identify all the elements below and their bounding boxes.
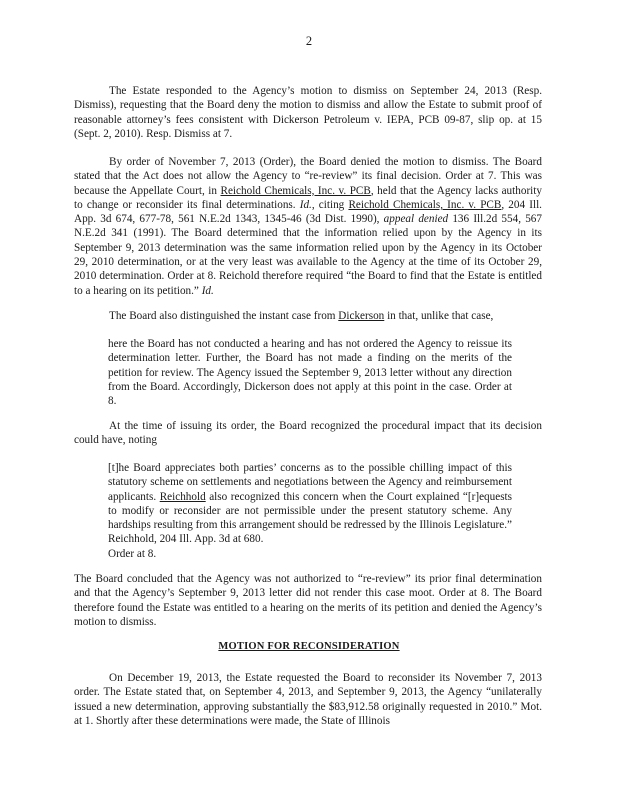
page-number: 2 <box>305 34 313 48</box>
block-quote-reichhold <box>108 461 512 561</box>
text-run: also recognized this concern when the Court explained “[r]equests to modify or reconsider are not permissible under the present statutory scheme. Any hardships resulting from this arrangement should be redressed by the Illinois Legislature.” Reichhold, 204 Ill. App. 3d at 680. <box>108 490 513 546</box>
text-run: , citing <box>311 198 349 211</box>
block-quote-order: here the Board has not conducted a hearing and has not ordered the Agency to reissue its determination letter. Further, the Board has not made a finding on the merits of the petition for review. The Agency issued the September 9, 2013 letter without any direction from the Board. Accordingly, Dickerson does not apply at this point in the case. Order at 8. <box>108 338 512 408</box>
id-citation: Id. <box>299 198 312 211</box>
paragraph-board-order <box>74 155 542 298</box>
text-run: in that, unlike that case, <box>384 310 494 322</box>
order-citation: Order at 8. <box>108 547 157 560</box>
section-heading: MOTION FOR RECONSIDERATION <box>218 641 400 652</box>
case-citation-reichold: Reichold Chemicals, Inc. v. PCB <box>348 198 502 211</box>
paragraph-distinguished <box>74 309 542 323</box>
paragraph-procedural-impact: At the time of issuing its order, the Board recognized the procedural impact that its decision could have, noting <box>74 420 542 447</box>
case-citation-dickerson: Dickerson <box>338 310 385 322</box>
case-citation-reichhold: Reichhold <box>159 490 206 503</box>
text-run: [t]he Board appreciates both parties’ concerns as to the possible chilling impact of this statutory scheme on settlements and negotiations between the Agency and reimbursement applicants. <box>108 462 512 503</box>
text-run: , 204 Ill. App. 3d 674, 677-78, 561 N.E.2d 1343, 1345-46 (3d Dist. 1990), <box>74 198 542 226</box>
text-run: By order of November 7, 2013 (Order), the Board denied the motion to dismiss. The Board stated that the Act does not allow the Agency to “re-review” its final decision. Order at 7. This was because the Appellate Court, in <box>74 156 542 197</box>
appeal-denied-citation: appeal denied <box>383 213 449 226</box>
id-citation: Id. <box>201 284 214 297</box>
paragraph-reconsideration: On December 19, 2013, the Estate requested the Board to reconsider its November 7, 2013 order. The Estate stated that, on September 4, 2013, and September 9, 2013, the Agency “unilaterally issued a new determination, approving substantially the $83,912.58 originally requested in 2010.” Mot. at 1. Shortly after these determinations were made, the State of Illinois <box>74 672 542 727</box>
text-run: 136 Ill.2d 554, 567 N.E.2d 341 (1991). The Board determined that the information relied upon by the Agency in its September 9, 2013 determination was the same information relied upon by the Agency in its October 29, 2010 determination, or at the very least was available to the Agency at the time of its October 29, 2010 determination. Order at 8. Reichold therefore required “the Board to find that the Estate is entitled to a hearing on its petition.” <box>74 213 542 297</box>
text-run: , held that the Agency lacks authority to change or reconsider its final determinations. <box>74 184 542 211</box>
text-run: The Board also distinguished the instant case from <box>109 310 339 322</box>
case-citation-reichold: Reichold Chemicals, Inc. v. PCB <box>220 184 371 197</box>
paragraph-estate-response: The Estate responded to the Agency’s motion to dismiss on September 24, 2013 (Resp. Dismiss), requesting that the Board deny the motion to dismiss and allow the Estate to submit proof of reasonable attorney’s fees consistent with Dickerson Petroleum v. IEPA, PCB 09-87, slip op. at 15 (Sept. 2, 2010). Resp. Dismiss at 7. <box>74 85 542 140</box>
paragraph-board-concluded: The Board concluded that the Agency was not authorized to “re-review” its prior final determination and that the Agency’s September 9, 2013 letter did not render this case moot. Order at 8. The Board therefore found the Estate was entitled to a hearing on the merits of its petition and denied the Agency’s motion to dismiss. <box>74 573 542 628</box>
